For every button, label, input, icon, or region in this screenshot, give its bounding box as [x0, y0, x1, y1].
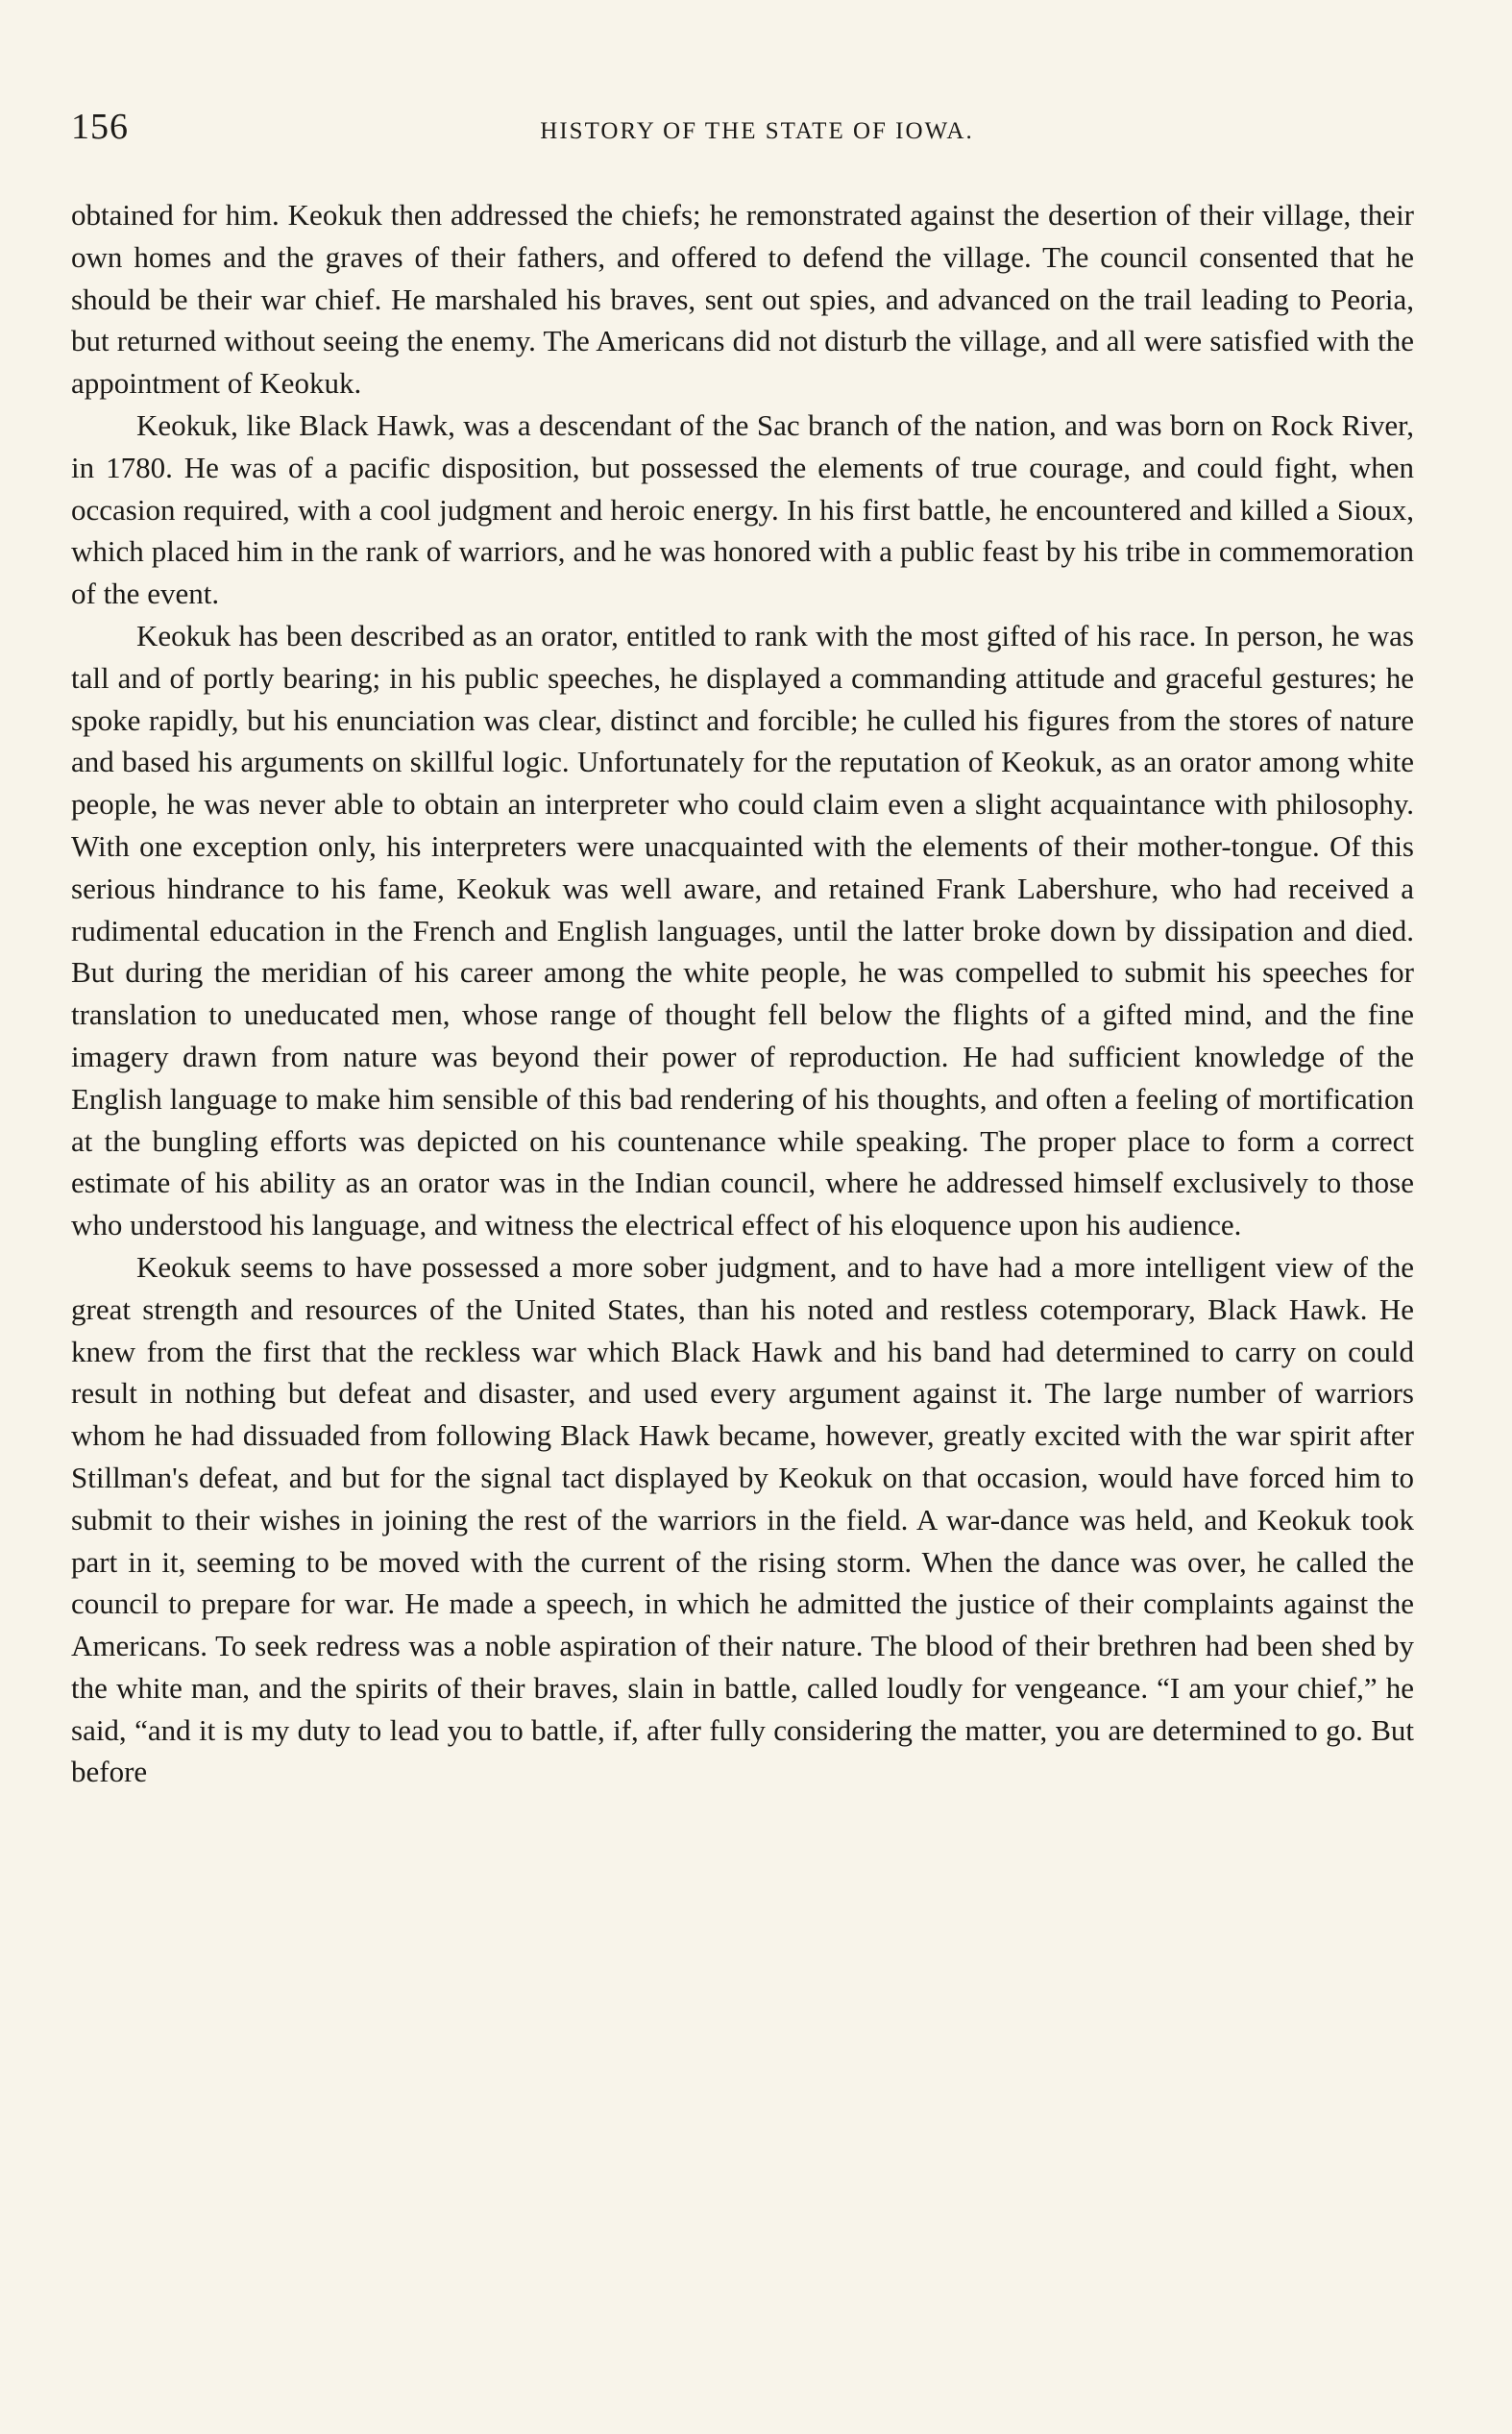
paragraph-2: Keokuk, like Black Hawk, was a descendant of the Sac branch of the nation, and was born on Rock River, in 1780. He was of a pacific disposition, but possessed the elements of true courage, and could fight, when occasion required, with a cool judgment and heroic energy. In his first battle, he encountered and killed a Sioux, which placed him in the rank of warriors, and he was honored with a public feast by his tribe in commemoration of the event. [71, 407, 1414, 611]
paragraph-4: Keokuk seems to have possessed a more sober judgment, and to have had a more intelligent view of the great strength and resources of the United States, than his noted and restless cotemporary, Black Hawk. He knew from the first that the reckless war which Black Hawk and his band had determined to carry on could result in nothing but defeat and disaster, and used every argument against it. The large number of warriors whom he had dissuaded from following Black Hawk became, however, greatly excited with the war spirit after Stillman's defeat, and but for the signal tact displayed by Keokuk on that occasion, would have forced him to submit to their wishes in joining the rest of the warriors in the field. A war-dance was held, and Keokuk took part in it, seeming to be moved with the current of the rising storm. When the dance was over, he called the council to prepare for war. He made a speech, in which he admitted the justice of their complaints against the Americans. To seek redress was a noble aspiration of their nature. The blood of their brethren had been shed by the white man, and the spirits of their braves, slain in battle, called loudly for vengeance. “I am your chief,” he said, “and it is my duty to lead you to battle, if, after fully considering the matter, you are determined to go. But before [71, 1249, 1414, 1789]
running-head [71, 108, 1414, 165]
paragraph-3: Keokuk has been described as an orator, entitled to rank with the most gifted of his race. In person, he was tall and of portly bearing; in his public speeches, he displayed a commanding attitude and graceful gestures; he spoke rapidly, but his enunciation was clear, distinct and forcible; he culled his figures from the stores of nature and based his arguments on skillful logic. Unfortunately for the reputation of Keokuk, as an orator among white people, he was never able to obtain an interpreter who could claim even a slight acquaintance with philosophy. With one exception only, his interpreters were unacquainted with the elements of their mother-tongue. Of this serious hindrance to his fame, Keokuk was well aware, and retained Frank Labershure, who had received a rudimental education in the French and English languages, until the latter broke down by dissipation and died. But during the meridian of his career among the white people, he was compelled to submit his speeches for translation to uneducated men, whose range of thought fell below the flights of a gifted mind, and the fine imagery drawn from nature was beyond their power of reproduction. He had sufficient knowledge of the English language to make him sensible of this bad rendering of his thoughts, and often a feeling of mortification at the bungling efforts was depicted on his countenance while speaking. The proper place to form a correct estimate of his ability as an orator was in the Indian council, where he addressed himself exclusively to those who understood his language, and witness the electrical effect of his eloquence upon his audience. [71, 618, 1414, 1242]
page-number: 156 [71, 107, 129, 147]
book-page [71, 108, 1414, 1793]
body-text [71, 194, 1414, 1793]
paragraph-1: obtained for him. Keokuk then addressed the chiefs; he remonstrated against the desertion of their village, their own homes and the graves of their fathers, and offered to defend the village. The council consented that he should be their war chief. He marshaled his braves, sent out spies, and advanced on the trail leading to Peoria, but returned without seeing the enemy. The Americans did not disturb the village, and all were satisfied with the appointment of Keokuk. [71, 198, 1414, 401]
running-title: HISTORY OF THE STATE OF IOWA. [540, 118, 974, 144]
